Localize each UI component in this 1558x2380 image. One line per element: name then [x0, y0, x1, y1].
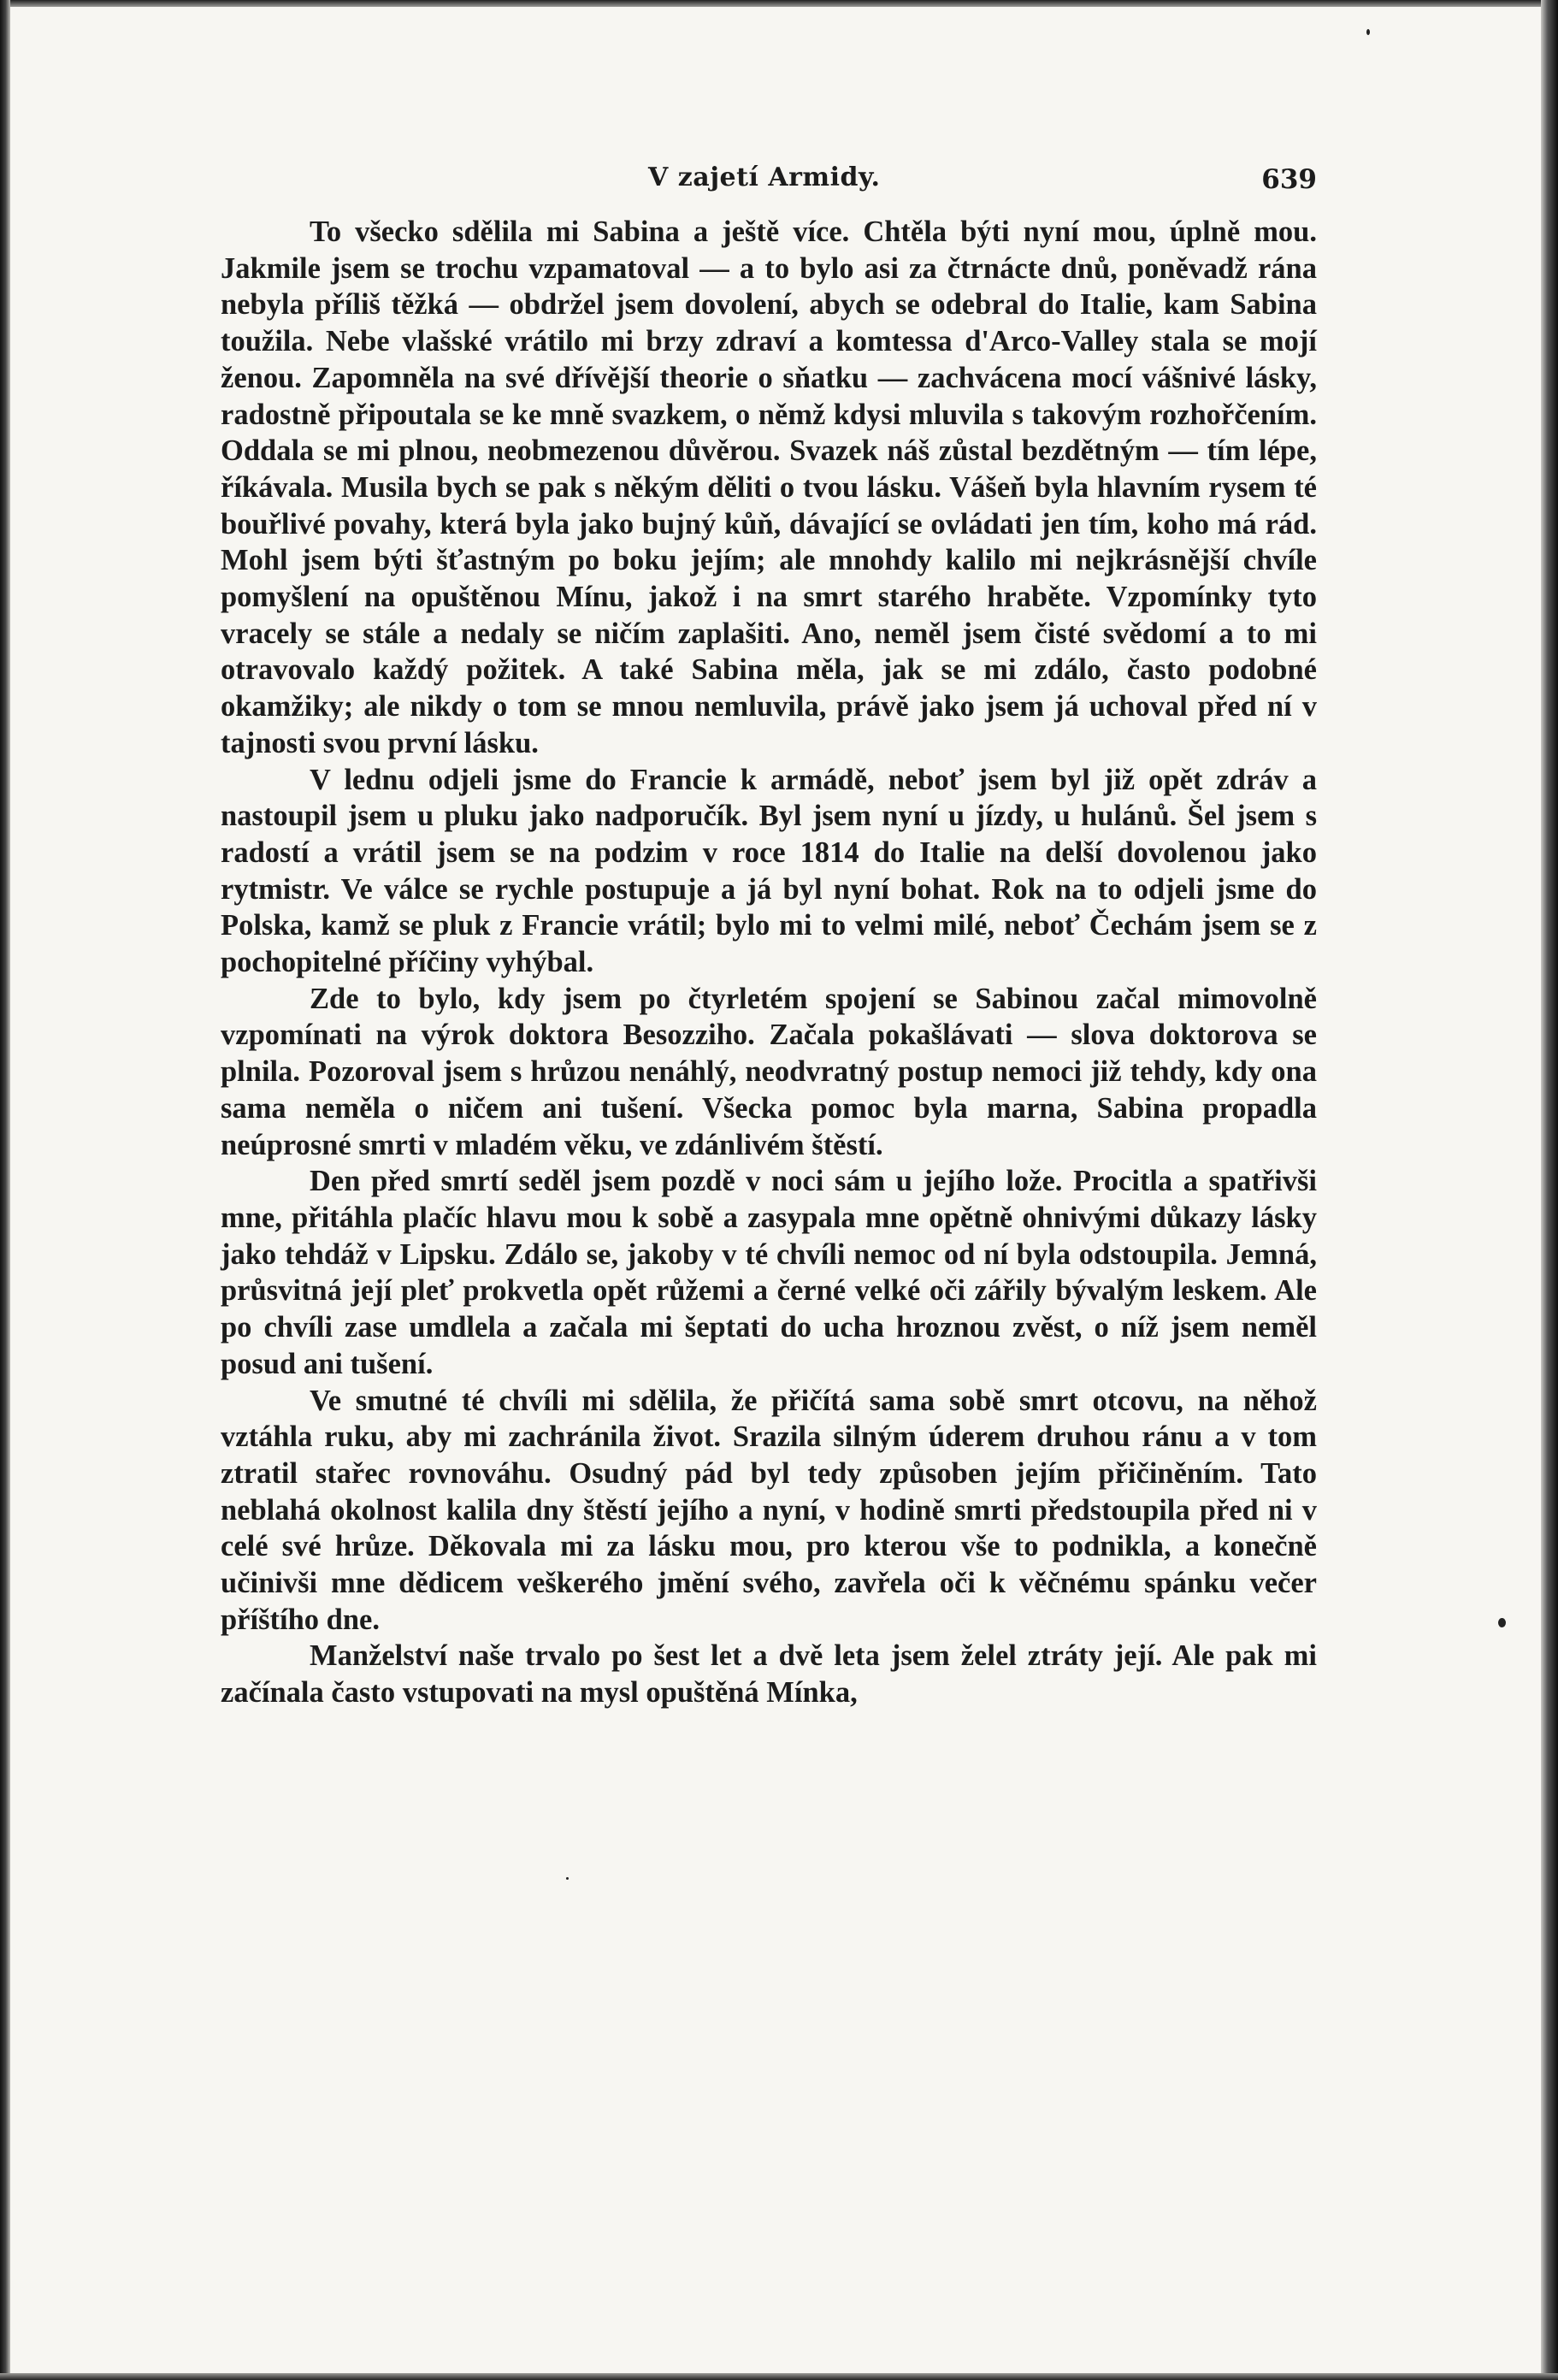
- scan-speck: [1498, 1618, 1506, 1627]
- book-page: [221, 154, 1317, 1711]
- paragraph: Zde to bylo, kdy jsem po čtyrletém spojení se Sabinou začal mimovolně vzpomínati na výrok doktora Besozziho. Začala pokašlávati — slova doktorova se plnila. Pozoroval jsem s hrůzou nenáhlý, neodvratný postup nemoci již tehdy, kdy ona sama neměla o ničem ani tušení. Všecka pomoc byla marna, Sabina propadla neúprosné smrti v mladém věku, ve zdánlivém štěstí.: [221, 982, 1317, 1161]
- paragraph: Ve smutné té chvíli mi sdělila, že přičítá sama sobě smrt otcovu, na něhož vztáhla ruku, aby mi zachránila život. Srazila silným úderem druhou ránu a v tom ztratil stařec rovnováhu. Osudný pád byl tedy způsoben jejím přičiněním. Tato neblahá okolnost kalila dny štěstí jejího a nyní, v hodině smrti předstoupila před ni v celé své hrůze. Děkovala mi za lásku mou, pro kterou vše to podnikla, a konečně učinivši mne dědicem veškerého jmění svého, zavřela oči k věčnému spánku večer příštího dne.: [221, 1384, 1317, 1636]
- body-text: [221, 214, 1317, 1711]
- paragraph: V lednu odjeli jsme do Francie k armádě, neboť jsem byl již opět zdráv a nastoupil jsem u pluku jako nadporučík. Byl jsem nyní u jízdy, u hulánů. Šel jsem s radostí a vrátil jsem se na podzim v roce 1814 do Italie na delší dovolenou jako rytmistr. Ve válce se rychle postupuje a já byl nyní bohat. Rok na to odjeli jsme do Polska, kamž se pluk z Francie vrátil; bylo mi to velmi milé, neboť Čechám jsem se z pochopitelné příčiny vyhýbal.: [221, 763, 1317, 979]
- running-title: V zajetí Armidy.: [648, 162, 881, 192]
- scan-speck: [1366, 29, 1370, 35]
- scan-edge-bottom: [0, 2373, 1558, 2380]
- running-head: [221, 154, 1317, 214]
- scan-edge-left: [0, 0, 10, 2380]
- scan-edge-top: [0, 0, 1558, 7]
- scan-edge-right: [1541, 0, 1558, 2380]
- paragraph: Den před smrtí seděl jsem pozdě v noci sám u jejího lože. Procitla a spatřivši mne, přitáhla plačíc hlavu mou k sobě a zasypala mne opětně ohnivými důkazy lásky jako tehdáž v Lipsku. Zdálo se, jakoby v té chvíli nemoc od ní byla odstoupila. Jemná, průsvitná její pleť prokvetla opět růžemi a černé velké oči zářily bývalým leskem. Ale po chvíli zase umdlela a začala mi šeptati do ucha hroznou zvěst, o níž jsem neměl posud ani tušení.: [221, 1165, 1317, 1380]
- page-number: 639: [1261, 164, 1317, 195]
- paragraph: Manželství naše trvalo po šest let a dvě leta jsem želel ztráty její. Ale pak mi začínala často vstupovati na mysl opuštěná Mínka,: [221, 1639, 1317, 1710]
- paragraph: To všecko sdělila mi Sabina a ještě více. Chtěla býti nyní mou, úplně mou. Jakmile jsem se trochu vzpamatoval — a to bylo asi za čtrnácte dnů, poněvadž rána nebyla příliš těžká — obdržel jsem dovolení, abych se odebral do Italie, kam Sabina toužila. Nebe vlašské vrátilo mi brzy zdraví a komtessa d'Arco-Valley stala se mojí ženou. Zapomněla na své dřívější theorie o sňatku — zachvácena mocí vášnivé lásky, radostně připoutala se ke mně svazkem, o němž kdysi mluvila s takovým rozhořčením. Oddala se mi plnou, neobmezenou důvěrou. Svazek náš zůstal bezdětným — tím lépe, říkávala. Musila bych se pak s někým děliti o tvou lásku. Vášeň byla hlavním rysem té bouřlivé povahy, která byla jako bujný kůň, dávající se ovládati jen tím, koho má rád. Mohl jsem býti šťastným po boku jejím; ale mnohdy kalilo mi nejkrásnější chvíle pomyšlení na opuštěnou Mínu, jakož i na smrt starého hraběte. Vzpomínky tyto vracely se stále a nedaly se ničím zaplašiti. Ano, neměl jsem čisté svědomí a to mi otravovalo každý požitek. A také Sabina měla, jak se mi zdálo, často podobné okamžiky; ale nikdy o tom se mnou nemluvila, právě jako jsem já uchoval před ní v tajnosti svou první lásku.: [221, 216, 1317, 759]
- scan-speck: [566, 1877, 569, 1880]
